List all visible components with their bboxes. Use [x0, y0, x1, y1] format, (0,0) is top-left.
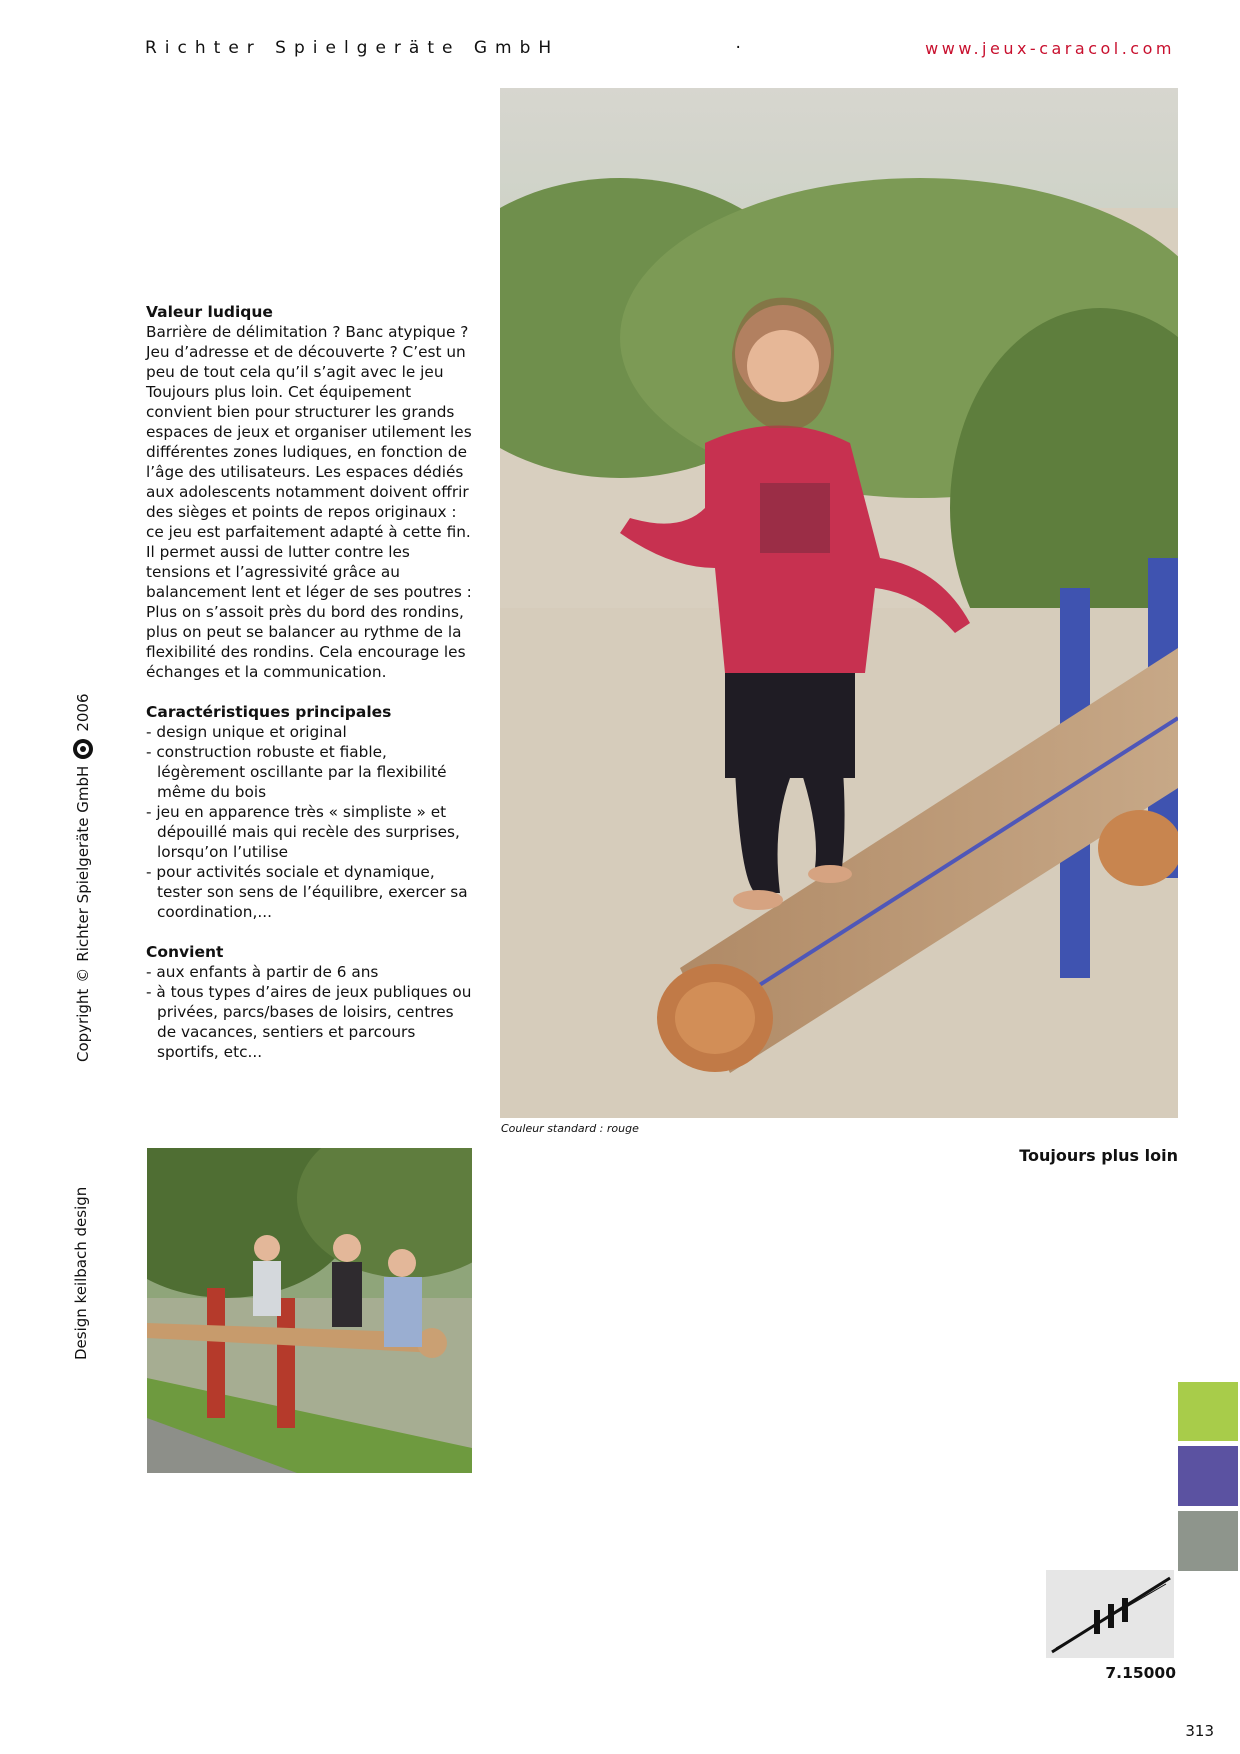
header-separator: · — [735, 38, 749, 58]
copyright-notice — [72, 693, 94, 1062]
caracteristiques-heading: Caractéristiques principales — [146, 703, 392, 721]
teens-sitting-illustration — [147, 1148, 472, 1473]
design-credit: Design keilbach design — [72, 1186, 90, 1360]
page-header — [145, 36, 1175, 60]
color-caption: Couleur standard : rouge — [501, 1122, 639, 1135]
list-item: - pour activités sociale et dynamique, tester son sens de l’équilibre, exercer sa coordination,... — [146, 862, 476, 922]
convient-list — [146, 962, 476, 1062]
color-swatch-gray — [1178, 1511, 1238, 1571]
copyright-label: Copyright — [74, 988, 92, 1062]
valeur-body: Barrière de délimitation ? Banc atypique ? Jeu d’adresse et de découverte ? C’est un peu de tout cela qu’il s’agit avec le jeu Toujours plus loin. Cet équipement convient bien pour structurer les grands espaces de jeux et organiser utilement les différentes zones ludiques, en fonction de l’âge des utilisateurs. Les espaces dédiés aux adolescents notamment doivent offrir des sièges et points de repos originaux : ce jeu est parfaitement adapté à cette fin. Il permet aussi de lutter contre les tensions et l’agressivité grâce au balancement lent et léger de ses poutres : Plus on s’assoit près du bord des rondins, plus on peut se balancer au rythme de la flexibilité des rondins. Cela encourage les échanges et la communication. — [146, 323, 472, 681]
product-title: Toujours plus loin — [1019, 1146, 1178, 1165]
valeur-heading: Valeur ludique — [146, 303, 273, 321]
girl-balancing-illustration — [500, 88, 1178, 1118]
list-item: - à tous types d’aires de jeux publiques ou privées, parcs/bases de loisirs, centres de vacances, sentiers et parcours sportifs, etc... — [146, 982, 476, 1062]
copyright-holder: Richter Spielgeräte GmbH — [74, 765, 92, 962]
list-item: - construction robuste et fiable, légèrement oscillante par la flexibilité même du bois — [146, 742, 476, 802]
list-item: - jeu en apparence très « simpliste » et dépouillé mais qui recèle des surprises, lorsqu’on l’utilise — [146, 802, 476, 862]
description-column — [146, 302, 476, 1082]
main-product-photo — [500, 88, 1178, 1118]
list-item: - design unique et original — [146, 722, 476, 742]
secondary-product-photo — [147, 1148, 472, 1473]
copyright-symbol-icon: © — [74, 967, 92, 983]
page-number: 313 — [1185, 1722, 1214, 1740]
color-swatch-green — [1178, 1382, 1238, 1441]
website-link[interactable]: www.jeux-caracol.com — [925, 38, 1175, 58]
color-swatch-purple — [1178, 1446, 1238, 1506]
list-item: - aux enfants à partir de 6 ans — [146, 962, 476, 982]
product-diagram-thumbnail — [1046, 1570, 1174, 1658]
balance-beam-diagram-icon — [1046, 1570, 1174, 1658]
company-name: Richter Spielgeräte GmbH — [145, 38, 560, 58]
caracteristiques-list — [146, 722, 476, 922]
snail-logo-icon — [72, 738, 94, 760]
article-number: 7.15000 — [1105, 1664, 1176, 1682]
convient-heading: Convient — [146, 943, 224, 961]
copyright-year: 2006 — [74, 693, 92, 732]
